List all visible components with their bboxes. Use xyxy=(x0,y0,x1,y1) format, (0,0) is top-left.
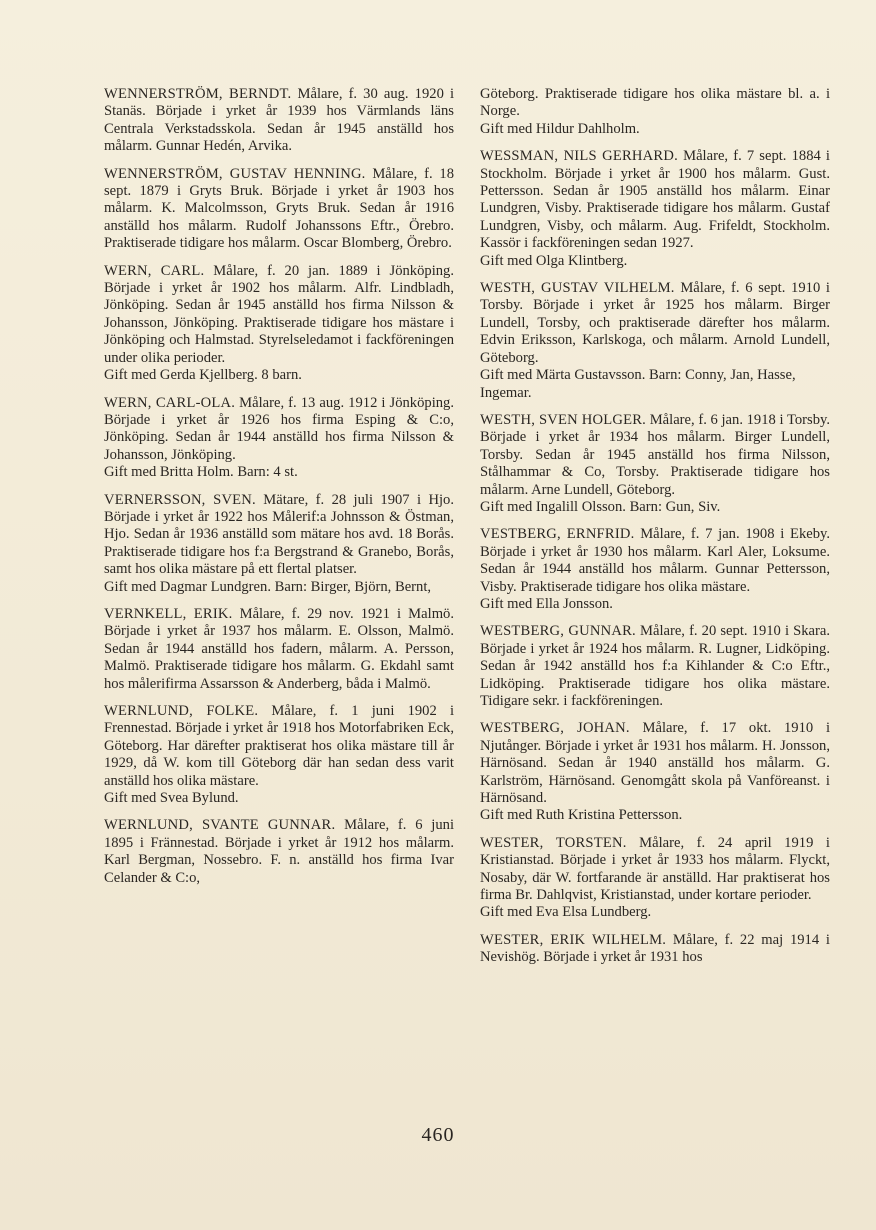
entry-name: WESTER, TORSTEN. xyxy=(480,834,627,851)
entry-paragraph xyxy=(104,492,454,579)
entry-name: WERN, CARL. xyxy=(104,262,205,279)
entry-marriage: Gift med Britta Holm. Barn: 4 st. xyxy=(104,464,298,481)
entry-paragraph xyxy=(104,703,454,790)
right-column xyxy=(480,86,830,977)
entry-text: Målare, f. 18 sept. 1879 i Gryts Bruk. Började i yrket år 1903 hos målarm. K. Malcolmsson, Gryts Bruk. Sedan år 1916 anställd hos målarm. Rudolf Johanssons Eftr., Örebro. Praktiserade tidigare hos målarm. Oscar Blomberg, Örebro. xyxy=(104,165,454,252)
entry-marriage: Gift med Ingalill Olsson. Barn: Gun, Siv. xyxy=(480,498,721,515)
biography-entry xyxy=(104,166,454,253)
entry-paragraph xyxy=(480,526,830,596)
entry-name: VERNKELL, ERIK. xyxy=(104,605,233,622)
entry-text: Målare, f. 7 jan. 1908 i Ekeby. Började i yrket år 1930 hos målarm. Karl Aler, Loksume. Sedan år 1944 anställd hos målarm. Gunnar Pettersson, Visby. Praktiserade tidigare hos olika mästare. xyxy=(480,526,831,595)
biography-entry xyxy=(480,526,830,613)
entry-paragraph xyxy=(104,263,454,367)
entry-name: WENNERSTRÖM, GUSTAV HENNING. xyxy=(104,165,366,182)
entry-text: Målare, f. 30 aug. 1920 i Stanäs. Började i yrket år 1939 hos Värmlands läns Centrala Verkstadsskola. Sedan år 1945 anställd hos målarm. Gunnar Hedén, Arvika. xyxy=(104,86,455,155)
entry-marriage: Gift med Svea Bylund. xyxy=(104,790,239,807)
entry-paragraph xyxy=(104,395,454,465)
entry-paragraph xyxy=(104,86,454,156)
biography-entry xyxy=(104,263,454,385)
entry-text: Målare, f. 20 sept. 1910 i Skara. Började i yrket år 1924 hos målarm. R. Lugner, Lidköping. Sedan år 1942 anställd hos f:a Kihlander & C:o Eftr., Lidköping. Praktiserade tidigare hos olika mästare. Tidigare sekr. i fackföreningen. xyxy=(480,623,830,709)
biography-entry xyxy=(480,932,830,967)
entry-text: Målare, f. 22 maj 1914 i Nevishög. Började i yrket år 1931 hos xyxy=(480,931,830,966)
biography-entry xyxy=(104,606,454,693)
entry-paragraph xyxy=(480,932,830,967)
biography-entry xyxy=(104,395,454,482)
biography-entry xyxy=(480,148,830,270)
entry-name: VERNERSSON, SVEN. xyxy=(104,491,256,508)
entry-text: Göteborg. Praktiserade tidigare hos olika mästare bl. a. i Norge. xyxy=(480,86,830,120)
biography-entry xyxy=(104,86,454,156)
entry-marriage: Gift med Hildur Dahlholm. xyxy=(480,120,640,137)
entry-name: WESTH, GUSTAV VILHELM. xyxy=(480,280,675,297)
entry-name: WESTH, SVEN HOLGER. xyxy=(480,411,646,428)
entry-paragraph xyxy=(104,817,454,887)
entry-paragraph xyxy=(104,606,454,693)
entry-text: Målare, f. 7 sept. 1884 i Stockholm. Började i yrket år 1900 hos målarm. Gust. Pettersson. Sedan år 1905 anställd hos målarm. Einar Lundgren, Visby. Praktiserade tidigare hos målarm. Gustaf Lundgren, Visby, och målarm. Aug. Frifeldt, Stockholm. Kassör i fackföreningen sedan 1927. xyxy=(480,148,830,252)
biography-entry xyxy=(480,623,830,710)
entry-paragraph xyxy=(480,623,830,710)
biography-entry xyxy=(480,86,830,138)
entry-marriage: Gift med Ella Jonsson. xyxy=(480,595,613,612)
biography-entry xyxy=(480,835,830,922)
biography-entry xyxy=(104,492,454,596)
entry-marriage: Gift med Ruth Kristina Pettersson. xyxy=(480,807,683,824)
entry-text: Målare, f. 6 jan. 1918 i Torsby. Började i yrket år 1934 hos målarm. Birger Lundell, Torsby. Sedan år 1945 anställd hos firma Nilsson, Stålhammar & Co, Torsby. Praktiserade tidigare hos målarm. Arne Lundell, Göteborg. xyxy=(480,411,830,498)
entry-paragraph xyxy=(480,280,830,367)
entry-name: WESTER, ERIK WILHELM. xyxy=(480,931,667,948)
entry-text: Målare, f. 13 aug. 1912 i Jönköping. Började i yrket år 1926 hos firma Esping & C:o, Jönköping. Sedan år 1944 anställd hos firma Nilsson & Johansson, Jönköping. xyxy=(104,394,454,463)
entry-text: Målare, f. 20 jan. 1889 i Jönköping. Började i yrket år 1902 hos målarm. Alfr. Lindbladh, Jönköping. Sedan år 1945 anställd hos firma Nilsson & Johansson, Jönköping. Praktiserade tidigare hos mästare i Jönköping och Halmstad. Styrelseledamot i fackföreningen under olika perioder. xyxy=(104,262,454,366)
entry-name: VESTBERG, ERNFRID. xyxy=(480,526,635,543)
entry-name: WERNLUND, FOLKE. xyxy=(104,703,259,719)
entry-marriage: Gift med Dagmar Lundgren. Barn: Birger, Björn, Bernt, xyxy=(104,578,432,595)
entry-text: Målare, f. 29 nov. 1921 i Malmö. Började i yrket år 1937 hos målarm. E. Olsson, Malmö. Sedan år 1944 anställd hos fadern, målarm. A. Persson, Malmö. Praktiserade tidigare hos målarm. G. Ekdahl samt hos målerifirma Assarsson & Anderberg, båda i Malmö. xyxy=(104,605,454,692)
entry-text: Målare, f. 6 sept. 1910 i Torsby. Började i yrket år 1925 hos målarm. Birger Lundell, Torsby, och praktiserade därefter hos målarm. Edvin Eriksson, Karlskoga, och målarm. Arnold Lundell, Göteborg. xyxy=(480,280,830,366)
entry-name: WENNERSTRÖM, BERNDT. xyxy=(104,86,292,102)
entry-text: Målare, f. 6 juni 1895 i Frännestad. Började i yrket år 1912 hos målarm. Karl Bergman, Nossebro. F. n. anställd hos firma Ivar Celander & C:o, xyxy=(104,817,455,886)
entry-marriage: Gift med Gerda Kjellberg. 8 barn. xyxy=(104,367,302,384)
biography-entry xyxy=(480,412,830,516)
entry-text: Målare, f. 17 okt. 1910 i Njutånger. Började i yrket år 1931 hos målarm. H. Jonsson, Härnösand. Sedan år 1940 anställd hos målarm. G. Karlström, Härnösand. Genomgått skola på Vanföreanst. i Härnösand. xyxy=(480,720,830,807)
entry-paragraph xyxy=(480,148,830,252)
entry-name: WESTBERG, GUNNAR. xyxy=(480,623,636,640)
entry-marriage: Gift med Märta Gustavsson. Barn: Conny, Jan, Hasse, Ingemar. xyxy=(480,367,796,401)
entry-name: WERNLUND, SVANTE GUNNAR. xyxy=(104,817,336,834)
entry-name: WESSMAN, NILS GERHARD. xyxy=(480,148,678,165)
biography-entry xyxy=(480,720,830,824)
left-column xyxy=(104,86,454,897)
entry-paragraph xyxy=(480,720,830,807)
page-number: 460 xyxy=(421,1124,455,1146)
entry-name: WESTBERG, JOHAN. xyxy=(480,720,630,737)
entry-paragraph xyxy=(480,835,830,905)
entry-paragraph xyxy=(480,412,830,499)
biography-entry xyxy=(480,280,830,402)
entry-paragraph xyxy=(104,166,454,253)
entry-text: Målare, f. 24 april 1919 i Kristianstad. Började i yrket år 1933 hos målarm. Flyckt, Nosaby, där W. fortfarande är anställd. Har praktiserat hos firma Br. Dahlqvist, Kristianstad, under kortare perioder. xyxy=(480,834,830,904)
entry-marriage: Gift med Eva Elsa Lundberg. xyxy=(480,904,652,921)
entry-text: Målare, f. 1 juni 1902 i Frennestad. Började i yrket år 1918 hos Motorfabriken Eck, Göteborg. Har därefter praktiserat hos olika mästare till år 1929, då W. kom till Göteborg där han sedan dess varit anställd hos olika mästare. xyxy=(104,703,454,789)
entry-paragraph xyxy=(480,86,830,121)
biography-entry xyxy=(104,817,454,887)
entry-marriage: Gift med Olga Klintberg. xyxy=(480,252,628,269)
entry-name: WERN, CARL-OLA. xyxy=(104,394,236,411)
biography-entry xyxy=(104,703,454,807)
entry-text: Mätare, f. 28 juli 1907 i Hjo. Började i yrket år 1922 hos Målerif:a Johnsson & Östman, Hjo. Sedan år 1936 anställd som mätare hos avd. 18 Borås. Praktiserade tidigare hos f:a Bergstrand & Granebo, Borås, samt hos olika mästare på ett flertal platser. xyxy=(104,491,454,578)
